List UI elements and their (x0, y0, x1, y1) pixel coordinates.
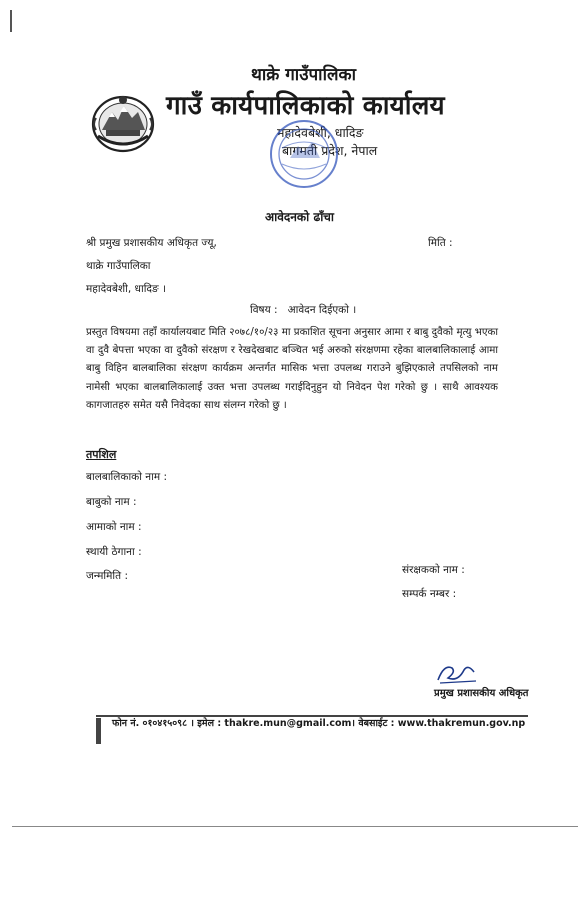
form-title: आवेदनको ढाँचा (264, 210, 335, 224)
footer-accent-bar (96, 718, 101, 744)
details-title: तपशिल (86, 448, 117, 461)
office-province: बागमती प्रदेश, नेपाल (282, 143, 378, 158)
recipient-municipality: थाक्रे गाउँपालिका (86, 260, 151, 272)
office-stamp-icon (268, 118, 340, 190)
signature-icon (434, 660, 480, 686)
father-name-field: बाबुको नाम : (86, 496, 137, 508)
recipient-title: श्री प्रमुख प्रशासकीय अधिकृत ज्यू, (86, 237, 217, 249)
office-name: गाउँ कार्यपालिकाको कार्यालय (166, 91, 445, 121)
subject-label: विषय : (250, 304, 278, 316)
dob-field: जन्ममिति : (86, 570, 128, 582)
permanent-address-field: स्थायी ठेगाना : (86, 546, 142, 558)
subject-line (250, 303, 356, 317)
footer-contact: फोन नं. ०१०४१५०९८ । इमेल : thakre.mun@gmail.com। वेबसाईट : www.thakremun.gov.np (112, 718, 526, 729)
subject-text: आवेदन दिईएको । (287, 304, 357, 316)
scan-line (12, 826, 578, 827)
guardian-name-field: संरक्षकको नाम : (402, 564, 465, 576)
recipient-address: महादेवबेशी, धादिङ । (86, 283, 166, 295)
date-label: मिति : (428, 237, 453, 249)
application-body: प्रस्तुत विषयमा तहाँ कार्यालयबाट मिति २०७८/१०/२३ मा प्रकाशित सूचना अनुसार आमा र बाबु दुवैको मृत्यु भएका वा दुवै बेपत्ता भएका वा दुवैको संरक्षण र रेखदेखबाट बञ्चित भई अरुको संरक्षणमा रहेका बालबालिकालाई आमा बाबु विहिन बालबालिका संरक्षण कार्यक्रम अन्तर्गत मासिक भत्ता उपलब्ध गराउने बुझिएकाले तपसिलको नाम नामेसी भएका बालबालिकालाई उक्त भत्ता उपलब्ध गराईदिनुहुन यो निवेदन पेश गरेको छु । साथै आवश्यक कागजातहरु समेत यसै निवेदका साथ संलग्न गरेको छु । (86, 327, 498, 411)
municipality-name: थाक्रे गाउँपालिका (251, 65, 356, 85)
child-name-field: बालबालिकाको नाम : (86, 471, 167, 483)
scan-edge-mark (10, 10, 12, 32)
signatory-title: प्रमुख प्रशासकीय अधिकृत (434, 688, 529, 699)
office-location: महादेवबेशी, धादिङ (277, 125, 364, 140)
mother-name-field: आमाको नाम : (86, 521, 142, 533)
contact-number-field: सम्पर्क नम्बर : (402, 588, 457, 600)
nepal-emblem-icon (88, 90, 158, 154)
